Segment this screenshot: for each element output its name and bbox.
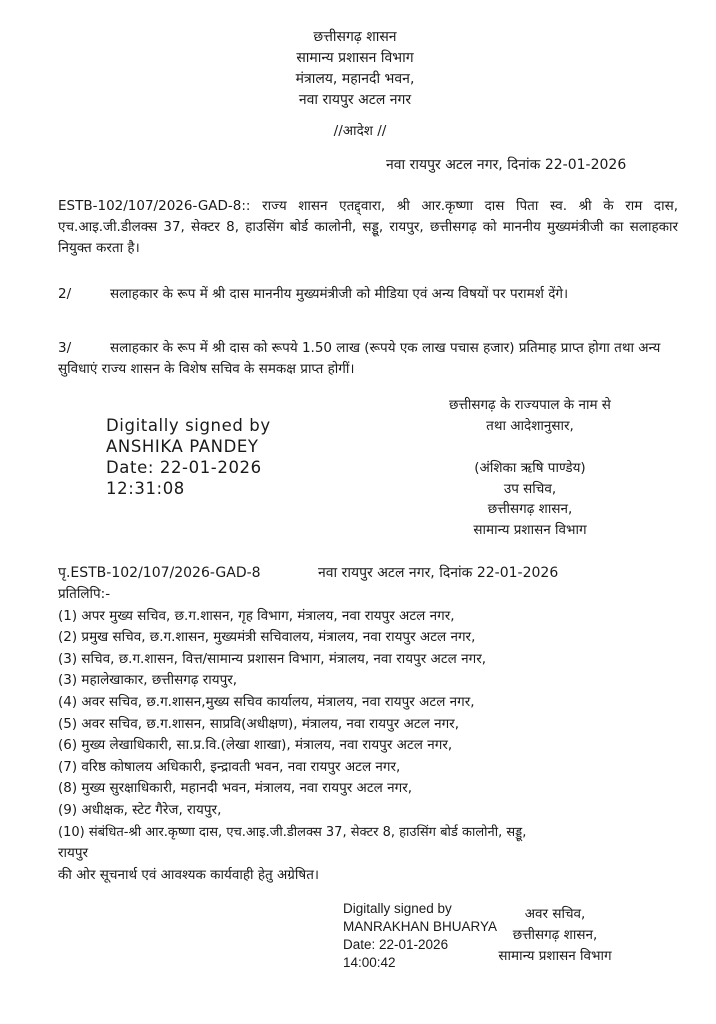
endorsement-place-date: नवा रायपुर अटल नगर, दिनांक 22-01-2026 [318, 565, 559, 581]
copy-list [58, 584, 698, 886]
order-title: //आदेश // [333, 123, 387, 139]
governor-order-line-1: छत्तीसगढ़ के राज्यपाल के नाम से [449, 397, 611, 413]
list-item: (4) अवर सचिव, छ.ग.शासन,मुख्य सचिव कार्यालय, मंत्रालय, नवा रायपुर अटल नगर, [58, 693, 475, 710]
signatory-1-designation: उप सचिव, [503, 480, 557, 497]
governor-order-block [415, 395, 645, 437]
signatory-2-government: छत्तीसगढ़ शासन, [512, 927, 598, 943]
list-item: (7) वरिष्ठ कोषालय अधिकारी, इन्द्रावती भवन, नवा रायपुर अटल नगर, [58, 758, 401, 775]
list-item: (1) अपर मुख्य सचिव, छ.ग.शासन, गृह विभाग, मंत्रालय, नवा रायपुर अटल नगर, [58, 607, 455, 624]
list-item: (6) मुख्य लेखाधिकारी, सा.प्र.वि.(लेखा शाखा), मंत्रालय, नवा रायपुर अटल नगर, [58, 737, 453, 754]
digital-signature-1-signer: ANSHIKA PANDEY [106, 437, 259, 456]
closing-note: की ओर सूचनार्थ एवं आवश्यक कार्यवाही हेतु अग्रेषित। [58, 866, 320, 883]
signatory-1-block [430, 458, 630, 540]
digital-signature-1-date: Date: 22-01-2026 [106, 458, 262, 477]
list-item: (3) महालेखाकार, छत्तीसगढ़ रायपुर, [58, 672, 238, 689]
order-paragraph-3 [58, 338, 678, 380]
order-paragraph-2 [58, 284, 678, 305]
paragraph-2-number: 2/ [58, 286, 72, 302]
list-item: (5) अवर सचिव, छ.ग.शासन, साप्रवि(अधीक्षण), मंत्रालय, नवा रायपुर अटल नगर, [58, 715, 459, 732]
order-paragraph-1: ESTB-102/107/2026-GAD-8:: राज्य शासन एतद्द्वारा, श्री आर.कृष्णा दास पिता स्व. श्री के राम दास, एच.आइ.जी.डीलक्स 37, सेक्टर 8, हाउसिंग बोर्ड कालोनी, सड्डू, रायपुर, छत्तीसगढ़ को माननीय मुख्यमंत्रीजी का सलाहकार नियुक्त करता है। [58, 198, 678, 256]
paragraph-3-number: 3/ [58, 340, 72, 356]
signatory-2-department: सामान्य प्रशासन विभाग [498, 948, 612, 964]
header-government: छत्तीसगढ़ शासन [313, 29, 397, 45]
signatory-1-government: छत्तीसगढ़ शासन, [487, 501, 573, 517]
signatory-2-designation: अवर सचिव, [524, 906, 586, 922]
list-item-continuation: रायपुर [58, 845, 89, 862]
signatory-1-name: (अंशिका ऋषि पाण्डेय) [474, 460, 586, 476]
list-item: (2) प्रमुख सचिव, छ.ग.शासन, मुख्यमंत्री सचिवालय, मंत्रालय, नवा रायपुर अटल नगर, [58, 629, 476, 646]
digital-signature-2-date: Date: 22-01-2026 [343, 937, 449, 952]
copy-label: प्रतिलिपि:- [58, 586, 111, 602]
list-item: (3) सचिव, छ.ग.शासन, वित्त/सामान्य प्रशासन विभाग, मंत्रालय, नवा रायपुर अटल नगर, [58, 650, 487, 667]
governor-order-line-2: तथा आदेशानुसार, [486, 418, 574, 434]
digital-signature-2-signer: MANRAKHAN BHUARYA [343, 919, 498, 934]
digital-signature-1 [106, 415, 271, 499]
signatory-1-department: सामान्य प्रशासन विभाग [473, 521, 587, 538]
header-department: सामान्य प्रशासन विभाग [296, 50, 414, 66]
header-building: मंत्रालय, महानदी भवन, [295, 71, 415, 87]
digital-signature-1-time: 12:31:08 [106, 479, 185, 498]
list-item: (8) मुख्य सुरक्षाधिकारी, महानदी भवन, मंत्रालय, नवा रायपुर अटल नगर, [58, 780, 413, 797]
digital-signature-1-caption: Digitally signed by [106, 416, 271, 435]
digital-signature-2-time: 14:00:42 [343, 955, 396, 970]
signatory-2-block [470, 904, 640, 967]
digital-signature-2-caption: Digitally signed by [343, 901, 452, 916]
order-place-date: नवा रायपुर अटल नगर, दिनांक 22-01-2026 [386, 157, 627, 173]
list-item: (9) अधीक्षक, स्टेट गैरेज, रायपुर, [58, 801, 222, 818]
paragraph-2-text: सलाहकार के रूप में श्री दास माननीय मुख्यमंत्रीजी को मीडिया एवं अन्य विषयों पर परामर्श देंगे। [110, 286, 569, 302]
header-city: नवा रायपुर अटल नगर [298, 92, 412, 108]
list-item: (10) संबंधित-श्री आर.कृष्णा दास, एच.आइ.जी.डीलक्स 37, सेक्टर 8, हाउसिंग बोर्ड कालोनी, सड्डू, [58, 824, 527, 840]
paragraph-3-text: सलाहकार के रूप में श्री दास को रूपये 1.50 लाख (रूपये एक लाख पचास हजार) प्रतिमाह प्राप्त होगा तथा अन्य सुविधाएं राज्य शासन के विशेष सचिव के समकक्ष प्राप्त होगीं। [58, 340, 661, 377]
endorsement-reference: पृ.ESTB-102/107/2026-GAD-8 [58, 565, 261, 581]
letterhead [230, 27, 480, 111]
